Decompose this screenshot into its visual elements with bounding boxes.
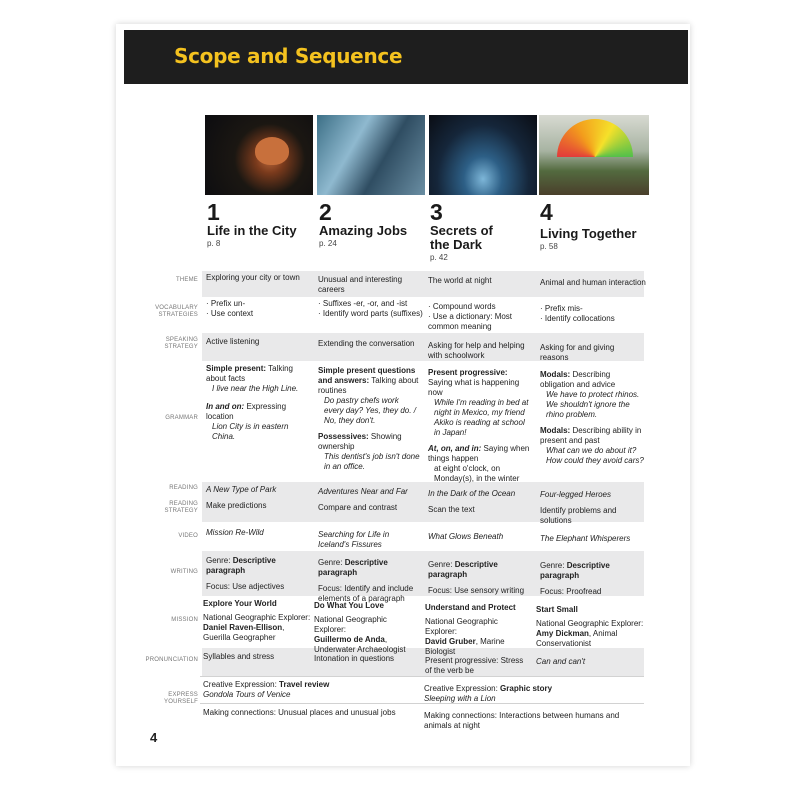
unit-page: p. 24 xyxy=(319,239,337,248)
writing-genre-label: Genre: xyxy=(540,561,567,570)
unit-title-line1: Secrets of xyxy=(430,223,493,238)
grammar-example: We have to protect rhinos. We shouldn't ignore the rhino problem. xyxy=(546,390,640,419)
grammar-cell-3 xyxy=(428,368,532,484)
grammar-cell-1 xyxy=(206,364,310,442)
mission-title: Do What You Love xyxy=(314,601,384,610)
reading-cell: Adventures Near and Far xyxy=(318,487,408,496)
label-express xyxy=(138,692,198,706)
mission-explorer-role: , Guerilla Geographer xyxy=(203,623,285,642)
pronunciation-cell: Can and can't xyxy=(536,657,586,666)
vocab-item: · Prefix un- xyxy=(206,299,246,308)
grammar-heading: Simple present questions and answers: xyxy=(318,366,416,385)
fox-shape xyxy=(255,137,289,165)
label-line: EXPRESS xyxy=(168,692,198,698)
mission-explorer-name: David Gruber xyxy=(425,637,476,646)
grammar-cell-2 xyxy=(318,366,420,472)
unit-page: p. 42 xyxy=(430,253,448,262)
theme-cell: The world at night xyxy=(428,276,492,285)
vocab-item: · Suffixes -er, -or, and -ist xyxy=(318,299,408,308)
grammar-text: Saying when things happen xyxy=(428,444,530,463)
writing-focus: Focus: Identify and include elements of a paragraph xyxy=(318,584,414,603)
vocab-item: · Use context xyxy=(206,309,254,318)
page-number: 4 xyxy=(150,730,158,745)
unit3-photo-night-ocean xyxy=(429,115,537,195)
writing-cell xyxy=(540,561,646,597)
label-pronunciation: PRONUNCIATION xyxy=(145,657,198,663)
unit-page: p. 58 xyxy=(540,242,558,251)
reading-cell: A New Type of Park xyxy=(206,485,277,494)
mission-title: Start Small xyxy=(536,605,578,614)
grammar-text: Talking about routines xyxy=(318,376,419,395)
vocab-item: · Identify collocations xyxy=(540,314,615,323)
express-type: Travel review xyxy=(279,680,330,689)
unit-header-3 xyxy=(430,200,493,262)
unit-header-4 xyxy=(540,200,637,251)
label-reading: READING xyxy=(169,485,198,491)
unit-header-1 xyxy=(207,200,297,248)
unit-number: 3 xyxy=(430,199,443,225)
mission-explorer-name: Daniel Raven-Ellison xyxy=(203,623,283,632)
grammar-text: Showing ownership xyxy=(318,432,402,451)
unit-title: Life in the City xyxy=(207,223,297,238)
theme-cell: Unusual and interesting careers xyxy=(318,275,403,294)
video-cell: The Elephant Whisperers xyxy=(540,534,631,543)
speaking-cell: Active listening xyxy=(206,337,260,346)
grammar-example: Lion City is in eastern China. xyxy=(212,422,289,441)
speaking-cell: Asking for and giving reasons xyxy=(540,343,615,362)
grammar-example: at eight o'clock, on Monday(s), in the winter xyxy=(434,464,520,483)
mission-cell xyxy=(314,601,420,655)
mission-cell xyxy=(425,603,531,657)
pronunciation-cell: Intonation in questions xyxy=(314,654,395,663)
express-connect-1: Making connections: Unusual places and unusual jobs xyxy=(203,708,396,717)
grammar-heading: Modals: xyxy=(540,426,571,435)
speaking-cell: Extending the conversation xyxy=(318,339,415,348)
grammar-text: Saying what is happening now xyxy=(428,378,520,397)
reading-strategy-cell: Identify problems and solutions xyxy=(540,506,617,525)
grammar-text: Describing ability in present and past xyxy=(540,426,642,445)
writing-genre: Descriptive paragraph xyxy=(428,560,498,579)
label-grammar: GRAMMAR xyxy=(165,415,198,421)
express-cell-2 xyxy=(424,684,638,704)
mission-cell xyxy=(536,605,644,649)
writing-focus: Focus: Use adjectives xyxy=(206,582,285,591)
writing-cell xyxy=(318,558,422,604)
label-theme: THEME xyxy=(176,277,198,283)
reading-strategy-cell: Compare and contrast xyxy=(318,503,398,512)
grammar-heading: At, on, and in: xyxy=(428,444,482,453)
label-line: YOURSELF xyxy=(164,699,198,705)
divider xyxy=(200,676,644,677)
label-reading-strategy xyxy=(138,501,198,515)
grammar-text: Describing obligation and advice xyxy=(540,370,616,389)
grammar-heading: Possessives: xyxy=(318,432,369,441)
grammar-example: Do pastry chefs work every day? Yes, they do. / No, they don't. xyxy=(324,396,416,425)
label-video: VIDEO xyxy=(178,533,198,539)
grammar-text: Expressing location xyxy=(206,402,287,421)
writing-focus: Focus: Use sensory writing xyxy=(428,586,525,595)
reading-strategy-cell: Scan the text xyxy=(428,505,475,514)
label-line: STRATEGIES xyxy=(158,312,198,318)
grammar-example: While I'm reading in bed at night in Mexico, my friend Akiko is reading at school in Japan! xyxy=(434,398,529,437)
writing-genre-label: Genre: xyxy=(428,560,455,569)
express-type: Graphic story xyxy=(500,684,553,693)
mission-intro: National Geographic Explorer: xyxy=(314,615,387,634)
pronunciation-cell: Present progressive: Stress of the verb be xyxy=(425,656,524,675)
label-speaking xyxy=(138,337,198,351)
writing-genre-label: Genre: xyxy=(318,558,345,567)
speaking-cell: Asking for help and helping with schoolwork xyxy=(428,341,525,360)
unit1-photo-fox xyxy=(205,115,313,195)
writing-genre: Descriptive paragraph xyxy=(206,556,276,575)
unit-number: 1 xyxy=(207,199,220,225)
writing-cell xyxy=(206,556,312,592)
label-vocab xyxy=(138,305,198,319)
vocab-cell xyxy=(540,304,644,324)
unit2-photo-diver xyxy=(317,115,425,195)
grammar-example: I live near the High Line. xyxy=(212,384,299,393)
label-line: STRATEGY xyxy=(164,344,198,350)
unit4-photo-rhinos-umbrella xyxy=(539,115,649,195)
label-line: VOCABULARY xyxy=(155,305,198,311)
mission-explorer-role: , Marine Biologist xyxy=(425,637,505,656)
mission-explorer-role: , Underwater Archaeologist xyxy=(314,635,406,654)
grammar-heading: Simple present: xyxy=(206,364,267,373)
express-label: Creative Expression: xyxy=(424,684,501,693)
grammar-example: This dentist's job isn't done in an office. xyxy=(324,452,420,471)
mission-explorer-role: , Animal Conservationist xyxy=(536,629,618,648)
writing-focus: Focus: Proofread xyxy=(540,587,602,596)
vocab-cell xyxy=(318,299,424,319)
mission-explorer-name: Amy Dickman xyxy=(536,629,589,638)
page-title: Scope and Sequence xyxy=(174,44,403,68)
reading-cell: Four-legged Heroes xyxy=(540,490,612,499)
reading-strategy-cell: Make predictions xyxy=(206,501,267,510)
title-banner xyxy=(124,30,688,84)
vocab-cell xyxy=(206,299,310,319)
video-cell: What Glows Beneath xyxy=(428,532,504,541)
pronunciation-cell: Syllables and stress xyxy=(203,652,275,661)
vocab-cell xyxy=(428,302,524,332)
grammar-heading: Modals: xyxy=(540,370,571,379)
vocab-item: · Compound words xyxy=(428,302,496,311)
unit-number: 4 xyxy=(540,199,553,225)
mission-title: Explore Your World xyxy=(203,599,277,608)
mission-cell xyxy=(203,599,311,643)
label-line: STRATEGY xyxy=(164,508,198,514)
express-title: Gondola Tours of Venice xyxy=(203,690,291,699)
grammar-cell-4 xyxy=(540,370,644,466)
writing-genre: Descriptive paragraph xyxy=(540,561,610,580)
mission-intro: National Geographic Explorer: xyxy=(203,613,311,622)
label-line: READING xyxy=(169,501,198,507)
umbrella-shape xyxy=(557,119,633,157)
unit-title-line2: the Dark xyxy=(430,237,483,252)
mission-intro: National Geographic Explorer: xyxy=(536,619,644,628)
unit-title: Living Together xyxy=(540,226,637,241)
theme-cell: Exploring your city or town xyxy=(206,273,300,282)
grammar-heading: Present progressive: xyxy=(428,368,508,377)
grammar-example: What can we do about it? How could they avoid cars? xyxy=(546,446,644,465)
vocab-item: · Prefix mis- xyxy=(540,304,583,313)
mission-explorer-name: Guillermo de Anda xyxy=(314,635,385,644)
express-label: Creative Expression: xyxy=(203,680,280,689)
theme-cell: Animal and human interaction xyxy=(540,278,646,287)
express-cell-1 xyxy=(203,680,413,700)
label-line: SPEAKING xyxy=(165,337,198,343)
reading-cell: In the Dark of the Ocean xyxy=(428,489,516,498)
vocab-item: · Use a dictionary: Most common meaning xyxy=(428,312,513,331)
mission-intro: National Geographic Explorer: xyxy=(425,617,498,636)
label-mission: MISSION xyxy=(171,617,198,623)
writing-genre-label: Genre: xyxy=(206,556,233,565)
grammar-text: Talking about facts xyxy=(206,364,293,383)
express-title: Sleeping with a Lion xyxy=(424,694,496,703)
divider xyxy=(200,703,644,704)
label-writing: WRITING xyxy=(170,569,198,575)
unit-title: Amazing Jobs xyxy=(319,223,408,238)
grammar-heading: In and on: xyxy=(206,402,245,411)
vocab-item: · Identify word parts (suffixes) xyxy=(318,309,423,318)
express-connect-2: Making connections: Interactions between humans and animals at night xyxy=(424,711,620,730)
video-cell: Mission Re-Wild xyxy=(206,528,264,537)
writing-cell xyxy=(428,560,534,596)
mission-title: Understand and Protect xyxy=(425,603,516,612)
writing-genre: Descriptive paragraph xyxy=(318,558,388,577)
unit-page: p. 8 xyxy=(207,239,221,248)
video-cell: Searching for Life in Iceland's Fissures xyxy=(318,530,390,549)
unit-number: 2 xyxy=(319,199,332,225)
unit-header-2 xyxy=(319,200,407,248)
